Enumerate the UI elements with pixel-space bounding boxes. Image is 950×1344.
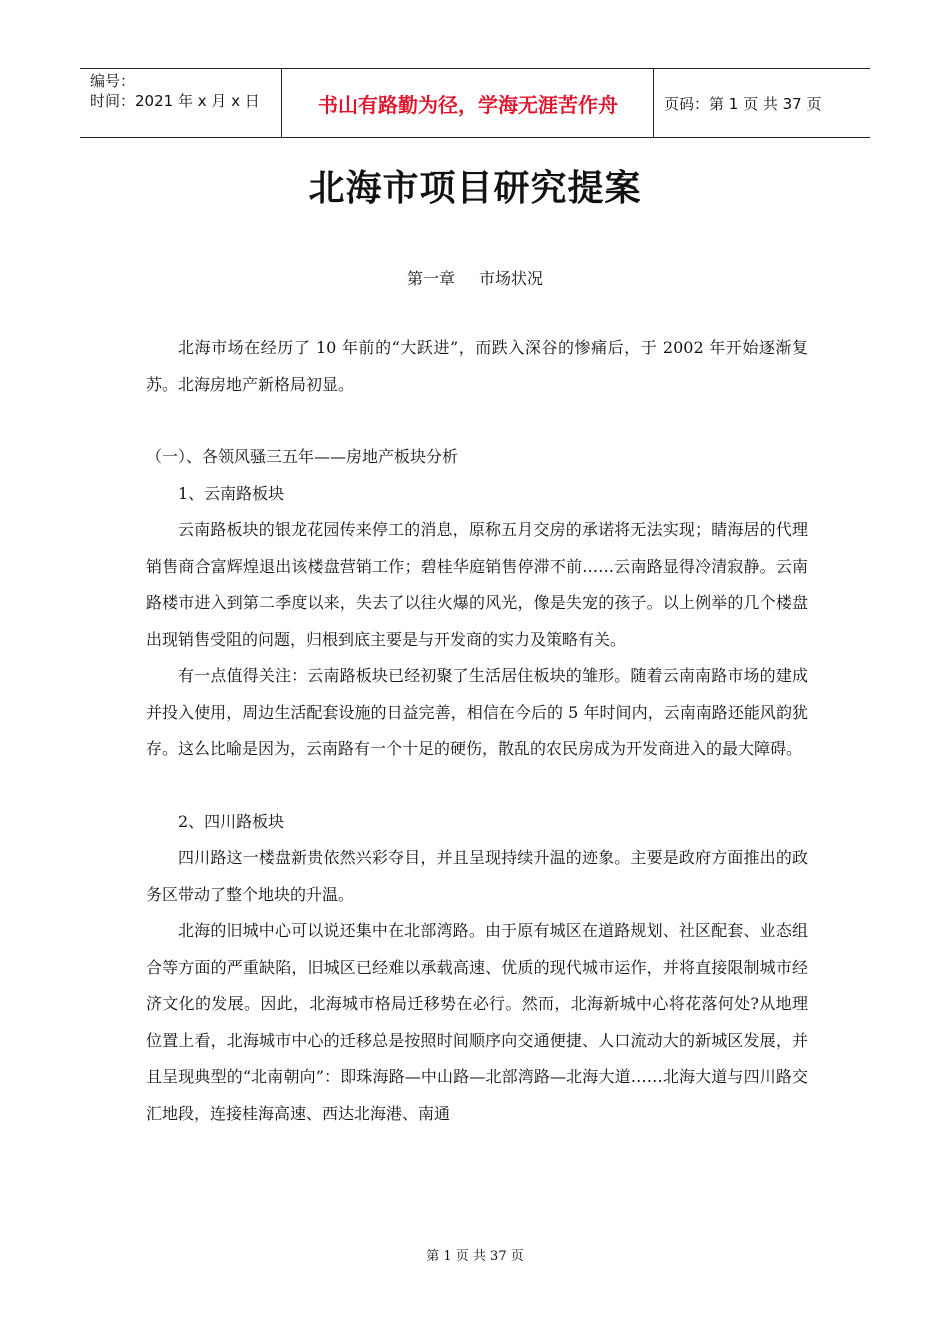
header-page-text: 页码：第 1 页 共 37 页 — [664, 94, 822, 113]
paragraph-sichuan-2: 北海的旧城中心可以说还集中在北部湾路。由于原有城区在道路规划、社区配套、业态组合等方面的严重缺陷，旧城区已经难以承载高速、优质的现代城市运作，并将直接限制城市经济文化的发展。因此，北海城市格局迁移势在必行。然而，北海新城中心将花落何处?从地理位置上看，北海城市中心的迁移总是按照时间顺序向交通便捷、人口流动大的新城区发展，并且呈现典型的“北南朝向”：即珠海路—中山路—北部湾路—北海大道……北海大道与四川路交汇地段，连接桂海高速、西达北海港、南通 — [146, 921, 808, 1123]
chapter-number: 第一章 — [406, 269, 455, 288]
header-date: 时间：2021 年 x 月 x 日 — [90, 92, 260, 110]
chapter-heading — [0, 266, 950, 289]
page-footer: 第 1 页 共 37 页 — [426, 1249, 524, 1264]
header-number: 编号： — [90, 72, 136, 90]
subsection-heading-1: 1、云南路板块 — [178, 483, 285, 503]
paragraph-sichuan-1: 四川路这一楼盘新贵依然兴彩夺目，并且呈现持续升温的迹象。主要是政府方面推出的政务区带动了整个地块的升温。 — [146, 848, 808, 904]
paragraph-yunnan-2: 有一点值得关注：云南路板块已经初聚了生活居住板块的雏形。随着云南南路市场的建成并投入使用，周边生活配套设施的日益完善，相信在今后的 5 年时间内，云南南路还能风韵犹存。这么比喻是因为，云南路有一个十足的硬伤，散乱的农民房成为开发商进入的最大障碍。 — [146, 666, 808, 758]
header-table — [80, 68, 870, 138]
paragraph-yunnan-1: 云南路板块的银龙花园传来停工的消息，原称五月交房的承诺将无法实现；睛海居的代理销售商合富辉煌退出该楼盘营销工作；碧桂华庭销售停滞不前……云南路显得冷清寂静。云南路楼市进入到第二季度以来，失去了以往火爆的风光，像是失宠的孩子。以上例举的几个楼盘出现销售受阻的问题，归根到底主要是与开发商的实力及策略有关。 — [146, 520, 808, 649]
header-motto: 书山有路勤为径，学海无涯苦作舟 — [283, 69, 654, 137]
document-body — [146, 330, 808, 1132]
header-page-info — [664, 69, 870, 137]
subsection-heading-2: 2、四川路板块 — [178, 811, 285, 831]
header-meta-cell — [80, 69, 282, 137]
section-heading-1: （一）、各领风骚三五年——房地产板块分析 — [146, 447, 459, 466]
intro-paragraph: 北海市场在经历了 10 年前的“大跃进”，而跌入深谷的惨痛后，于 2002 年开始逐渐复苏。北海房地产新格局初显。 — [146, 338, 808, 394]
document-title: 北海市项目研究提案 — [308, 167, 642, 209]
chapter-name: 市场状况 — [479, 269, 544, 288]
